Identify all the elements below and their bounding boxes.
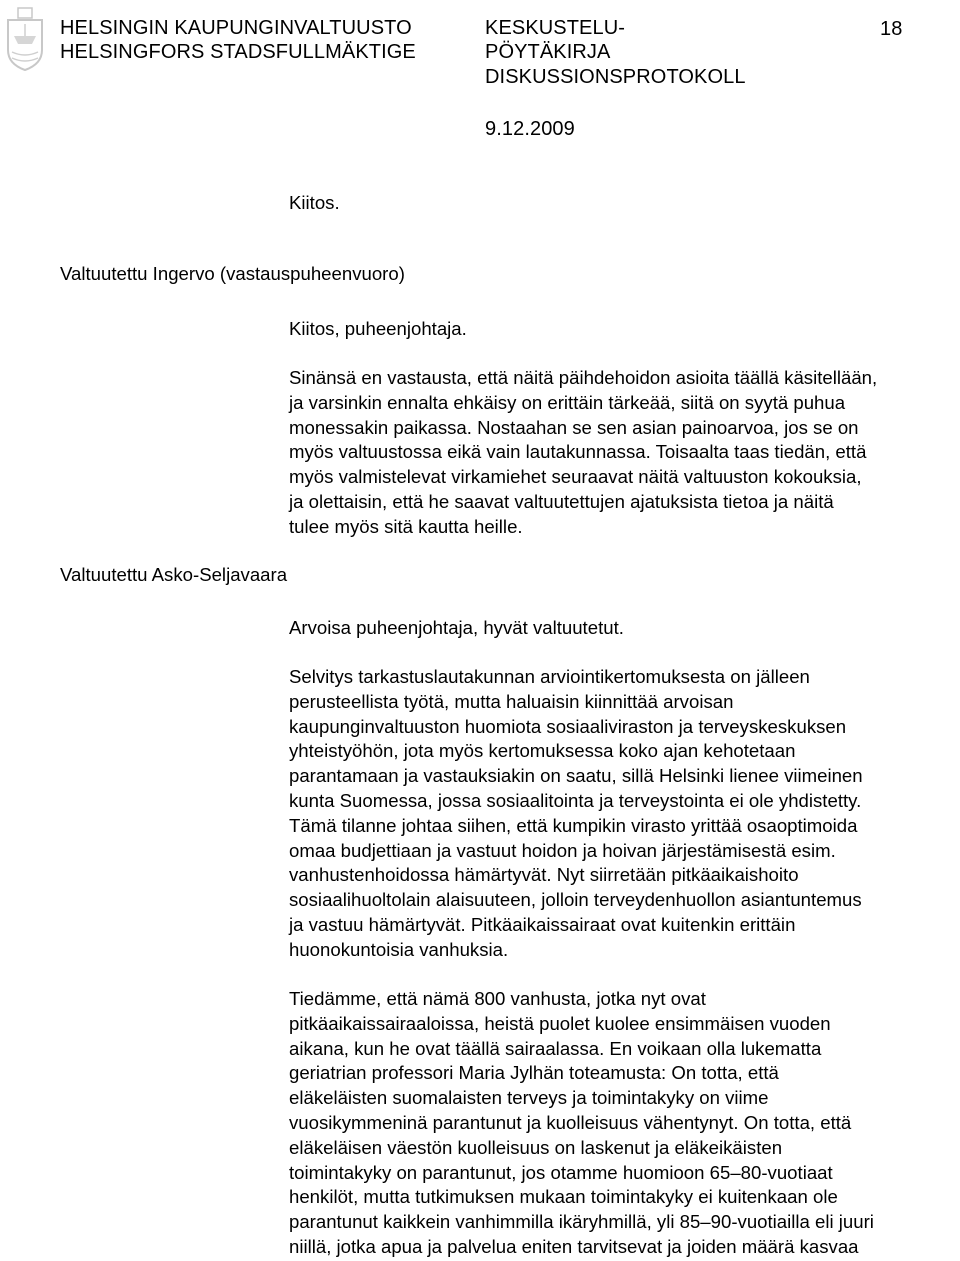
doc-type-fi-line1: KESKUSTELU-	[485, 17, 626, 39]
text-line: omaa budjettiaan ja vastuut hoidon ja hoivan järjestämisestä esim.	[289, 839, 836, 861]
text-line: kaupunginvaltuuston huomiota sosiaaliviraston ja terveyskeskuksen	[289, 715, 847, 737]
speaker1-opening: Kiitos, puheenjohtaja.	[289, 318, 467, 339]
text-line: Sinänsä en vastausta, että näitä päihdehoidon asioita täällä käsitellään,	[289, 367, 878, 388]
text-line: geriatrian professori Maria Jylhän toteamusta: On totta, että	[289, 1062, 779, 1084]
text-line: aikana, kun he ovat täällä sairaalassa. En voikaan olla lukematta	[289, 1037, 822, 1059]
text-line: eläkeläisten suomalaisten terveys ja toimintakyky on viime	[289, 1087, 769, 1109]
text-line: perusteellista työtä, mutta haluaisin kiinnittää arvoisan	[289, 690, 734, 712]
text-line: toimintakyky on parantunut, jos otamme huomioon 65–80-vuotiaat	[289, 1161, 833, 1183]
helsinki-coat-of-arms-icon	[2, 2, 48, 74]
text-line: monessakin paikassa. Nostaahan se sen asian painoarvoa, jos se on	[289, 416, 859, 438]
speaker-ingervo: Valtuutettu Ingervo (vastauspuheenvuoro)	[60, 263, 405, 284]
speaker2-paragraph-2	[289, 987, 959, 1260]
text-line: parantamaan ja vastauksiakin on saatu, sillä Helsinki lienee viimeinen	[289, 765, 863, 787]
org-name-fi: HELSINGIN KAUPUNGINVALTUUSTO	[60, 17, 412, 39]
text-line: tulee myös sitä kautta heille.	[289, 515, 523, 537]
text-line: Selvitys tarkastuslautakunnan arviointikertomuksesta on jälleen	[289, 666, 810, 687]
text-line: ja vastuu hämärtyvät. Pitkäaikaissairaat ovat kuitenkin erittäin	[289, 913, 796, 935]
text-line: myös valmistelevat virkamiehet seuraavat näitä valtuuston kokouksia,	[289, 466, 862, 488]
doc-type-fi-line2: PÖYTÄKIRJA	[485, 41, 611, 63]
kiitos-line: Kiitos.	[289, 192, 340, 213]
meeting-date: 9.12.2009	[485, 118, 575, 140]
page-number: 18	[880, 18, 903, 40]
speaker2-opening: Arvoisa puheenjohtaja, hyvät valtuutetut.	[289, 617, 624, 638]
text-line: ja olettaisin, että he saavat valtuutettujen ajatuksista tietoa ja näitä	[289, 490, 834, 512]
speaker1-paragraph	[289, 366, 959, 540]
text-line: henkilöt, mutta tutkimuksen mukaan toimintakyky ei kuitenkaan ole	[289, 1186, 838, 1208]
text-line: huonokuntoisia vanhuksia.	[289, 938, 509, 960]
text-line: pitkäaikaissairaaloissa, heistä puolet kuolee ensimmäisen vuoden	[289, 1012, 831, 1034]
text-line: Tämä tilanne johtaa siihen, että kumpikin virasto yrittää osaoptimoida	[289, 814, 858, 836]
text-line: myös valtuustossa eikä vain lautakunnassa. Toisaalta taas tiedän, että	[289, 441, 867, 463]
text-line: sosiaalihuoltolain alaisuuteen, jolloin terveydenhuollon asiantuntemus	[289, 889, 862, 911]
text-line: yhteistyöhön, jota myös kertomuksessa koko ajan kehotetaan	[289, 740, 796, 762]
speaker-asko-seljavaara: Valtuutettu Asko-Seljavaara	[60, 564, 288, 585]
text-line: niillä, jotka apua ja palvelua eniten tarvitsevat ja joiden määrä kasvaa	[289, 1235, 859, 1257]
text-line: kunta Suomessa, jossa sosiaalitointa ja terveystointa ei ole yhdistetty.	[289, 789, 862, 811]
text-line: Tiedämme, että nämä 800 vanhusta, jotka nyt ovat	[289, 988, 706, 1009]
doc-type-sv: DISKUSSIONSPROTOKOLL	[485, 66, 746, 88]
text-line: eläkeläisen väestön kuolleisuus on laskenut ja eläkeikäisten	[289, 1136, 783, 1158]
text-line: vanhustenhoidossa hämärtyvät. Nyt siirretään pitkäaikaishoito	[289, 864, 799, 886]
text-line: vuosikymmeninä parantunut ja kuolleisuus vähentynyt. On totta, että	[289, 1111, 852, 1133]
org-name-sv: HELSINGFORS STADSFULLMÄKTIGE	[60, 41, 416, 63]
text-line: parantunut kaikkein vanhimmilla ikäryhmillä, yli 85–90-vuotiailla eli juuri	[289, 1211, 874, 1233]
speaker2-paragraph-1	[289, 665, 959, 963]
text-line: ja varsinkin ennalta ehkäisy on erittäin tärkeää, siitä on syytä puhua	[289, 391, 846, 413]
